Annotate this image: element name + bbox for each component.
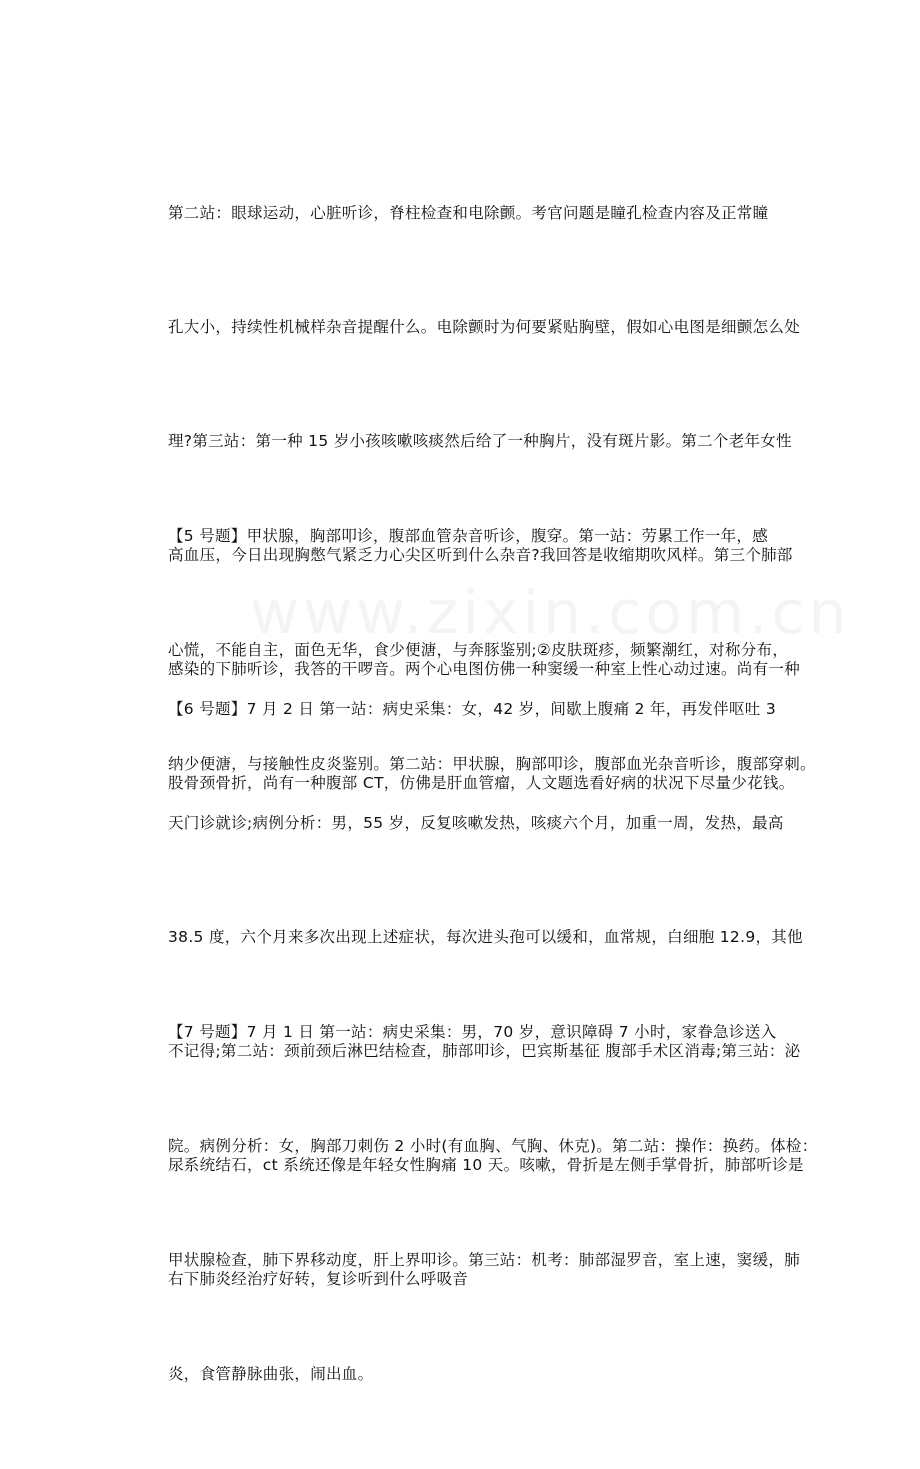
text-line: 院。病例分析：女，胸部刀刺伤 2 小时(有血胸、气胸、休克)。第二站：操作：换药。体检： <box>168 1137 818 1155</box>
text-line: 第二站：眼球运动，心脏听诊，脊柱检查和电除颤。考官问题是瞳孔检查内容及正常瞳 <box>168 204 769 222</box>
text-line: 右下肺炎经治疗好转，复诊听到什么呼吸音 <box>168 1270 469 1288</box>
text-line: 尿系统结石，ct 系统还像是年轻女性胸痛 10 天。咳嗽，骨折是左侧手掌骨折，肺部听诊是 <box>168 1156 804 1174</box>
text-line: 炎，食管静脉曲张，闹出血。 <box>168 1365 374 1383</box>
text-line: 【7 号题】7 月 1 日 第一站：病史采集：男，70 岁，意识障碍 7 小时，家眷急诊送入 <box>168 1023 777 1041</box>
text-line: 【5 号题】甲状腺，胸部叩诊，腹部血管杂音听诊，腹穿。第一站：劳累工作一年，感 <box>168 527 768 545</box>
text-line: 心慌，不能自主，面色无华，食少便溏，与奔豚鉴别;②皮肤斑疹，频繁潮红，对称分布， <box>168 641 789 659</box>
text-line: 纳少便溏，与接触性皮炎鉴别。第二站：甲状腺，胸部叩诊，腹部血光杂音听诊，腹部穿刺。 <box>168 755 816 773</box>
text-line: 理?第三站：第一种 15 岁小孩咳嗽咳痰然后给了一种胸片，没有斑片影。第二个老年女性 <box>168 432 792 450</box>
text-line: 天门诊就诊;病例分析：男，55 岁，反复咳嗽发热，咳痰六个月，加重一周，发热，最高 <box>168 814 784 832</box>
text-line: 高血压，今日出现胸憋气紧乏力心尖区听到什么杂音?我回答是收缩期吹风样。第三个肺部 <box>168 546 793 564</box>
text-line: 感染的下肺听诊，我答的干啰音。两个心电图仿佛一种窦缓一种室上性心动过速。尚有一种 <box>168 660 801 678</box>
text-line: 【6 号题】7 月 2 日 第一站：病史采集：女，42 岁，间歇上腹痛 2 年，再发伴呕吐 3 <box>168 700 776 718</box>
text-line: 孔大小，持续性机械样杂音提醒什么。电除颤时为何要紧贴胸壁，假如心电图是细颤怎么处 <box>168 318 801 336</box>
text-line: 甲状腺检查，肺下界移动度，肝上界叩诊。第三站：机考：肺部湿罗音，室上速，窦缓，肺 <box>168 1251 801 1269</box>
text-line: 38.5 度，六个月来多次出现上述症状，每次进头孢可以缓和，血常规，白细胞 12.9，其他 <box>168 928 803 946</box>
text-line: 不记得;第二站：颈前颈后淋巴结检查，肺部叩诊，巴宾斯基征 腹部手术区消毒;第三站：泌 <box>168 1042 801 1060</box>
text-line: 股骨颈骨折，尚有一种腹部 CT，仿佛是肝血管瘤，人文题选看好病的状况下尽量少花钱。 <box>168 774 795 792</box>
